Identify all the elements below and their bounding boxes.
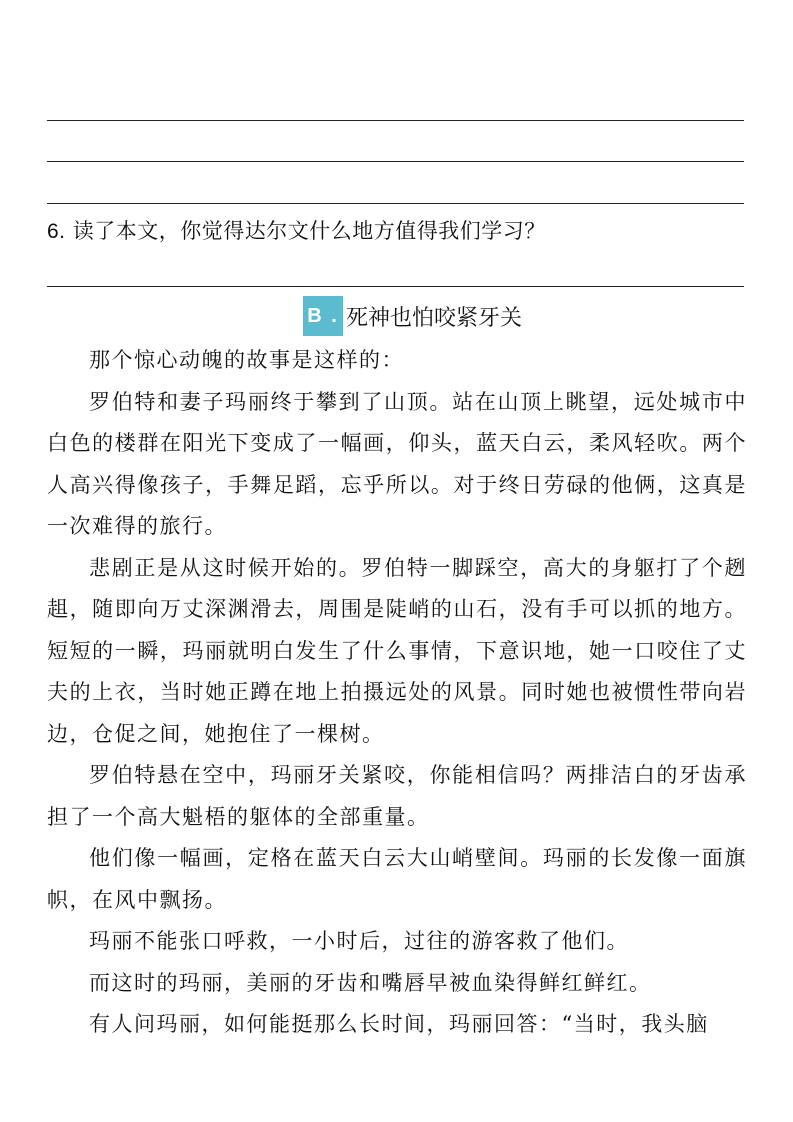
section-badge: B .: [303, 296, 343, 336]
answer-line-2[interactable]: [47, 161, 744, 162]
paragraph: 悲剧正是从这时候开始的。罗伯特一脚踩空，高大的身躯打了个趔趄，随即向万丈深渊滑去，周围是陡峭的山石，没有手可以抓的地方。短短的一瞬，玛丽就明白发生了什么事情，下意识地，她一口咬住了丈夫的上衣，当时她正蹲在地上拍摄远处的风景。同时她也被惯性带向岩边，仓促之间，她抱住了一棵树。: [47, 555, 747, 746]
question-6: [47, 216, 546, 247]
question-text: 读了本文，你觉得达尔文什么地方值得我们学习？: [72, 219, 546, 243]
answer-line-1[interactable]: [47, 120, 744, 121]
article-title: 死神也怕咬紧牙关: [346, 305, 523, 331]
paragraph: 他们像一幅画，定格在蓝天白云大山峭壁间。玛丽的长发像一面旗帜，在风中飘扬。: [47, 846, 747, 912]
paragraph: 而这时的玛丽，美丽的牙齿和嘴唇早被血染得鲜红鲜红。: [89, 970, 652, 995]
paragraph: 玛丽不能张口呼救，一小时后，过往的游客救了他们。: [89, 929, 629, 953]
question-number: 6.: [47, 220, 66, 243]
answer-line-3[interactable]: [47, 203, 744, 204]
section-title: [303, 296, 522, 336]
paragraph: 罗伯特悬在空中，玛丽牙关紧咬，你能相信吗？两排洁白的牙齿承担了一个高大魁梧的躯体的全部重量。: [47, 763, 747, 829]
paragraph: 罗伯特和妻子玛丽终于攀到了山顶。站在山顶上眺望，远处城市中白色的楼群在阳光下变成了一幅画，仰头，蓝天白云，柔风轻吹。两个人高兴得像孩子，手舞足蹈，忘乎所以。对于终日劳碌的他俩，这真是一次难得的旅行。: [47, 389, 747, 538]
paragraph: 那个惊心动魄的故事是这样的：: [89, 348, 404, 372]
article-body: [47, 340, 747, 1046]
answer-line-q6[interactable]: [47, 286, 744, 287]
paragraph: 有人问玛丽，如何能挺那么长时间，玛丽回答：“当时，我头脑: [89, 1012, 709, 1036]
